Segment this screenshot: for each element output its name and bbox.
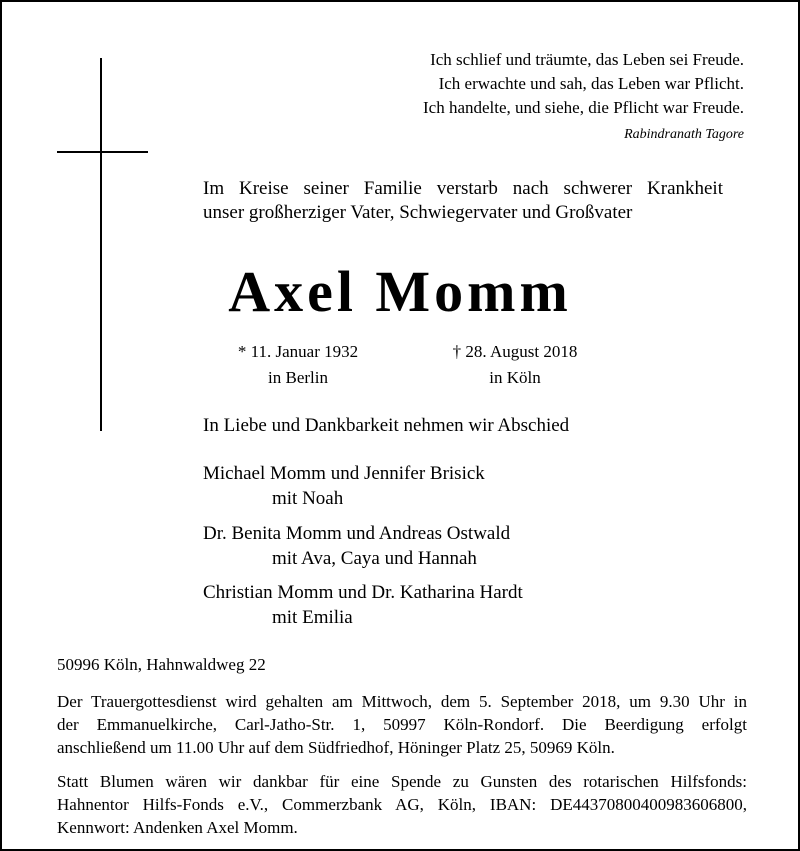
mourner-names-3: Christian Momm und Dr. Katharina Hardt [203,582,523,603]
service-line-3: anschließend um 11.00 Uhr auf dem Südfriedhof, Höninger Platz 25, 50969 Köln. [57,738,615,757]
mourner-names-1: Michael Momm und Jennifer Brisick [203,463,485,484]
birth-place: in Berlin [268,368,328,387]
donation-line-1: Statt Blumen wären wir dankbar für eine Spende zu Gunsten des rotarischen Hilfsfonds: [57,772,747,791]
service-line-2: der Emmanuelkirche, Carl-Jatho-Str. 1, 50997 Köln-Rondorf. Die Beerdigung erfolgt [57,715,747,734]
mourner-children-2: mit Ava, Caya und Hannah [272,548,477,569]
donation-line-2: Hahnentor Hilfs-Fonds e.V., Commerzbank AG, Köln, IBAN: DE44370800400983606800, [57,795,747,814]
poem-author: Rabindranath Tagore [624,127,744,142]
intro-line-1: Im Kreise seiner Familie verstarb nach schwerer Krankheit [203,178,723,199]
death-place: in Köln [489,368,541,387]
donation-line-3: Kennwort: Andenken Axel Momm. [57,818,298,837]
service-paragraph [57,690,747,759]
service-line-1: Der Trauergottesdienst wird gehalten am Mittwoch, dem 5. September 2018, um 9.30 Uhr in [57,692,747,711]
poem-line-3: Ich handelte, und siehe, die Pflicht war Freude. [422,98,744,117]
donation-paragraph [57,770,747,839]
intro-line-2: unser großherziger Vater, Schwiegervater und Großvater [203,202,633,223]
cross-horizontal-bar [57,151,148,153]
deceased-name: Axel Momm [228,259,572,324]
mourner-children-3: mit Emilia [272,607,353,628]
birth-date: * 11. Januar 1932 [237,342,359,361]
death-date: † 28. August 2018 [452,342,578,361]
cross-vertical-bar [100,58,102,431]
poem-line-2: Ich erwachte und sah, das Leben war Pflicht. [438,74,744,93]
poem-line-1: Ich schlief und träumte, das Leben sei Freude. [430,50,744,69]
mourner-children-1: mit Noah [272,488,344,509]
farewell-line: In Liebe und Dankbarkeit nehmen wir Abschied [203,415,570,436]
family-address: 50996 Köln, Hahnwaldweg 22 [57,655,266,674]
mourner-names-2: Dr. Benita Momm und Andreas Ostwald [203,523,511,544]
